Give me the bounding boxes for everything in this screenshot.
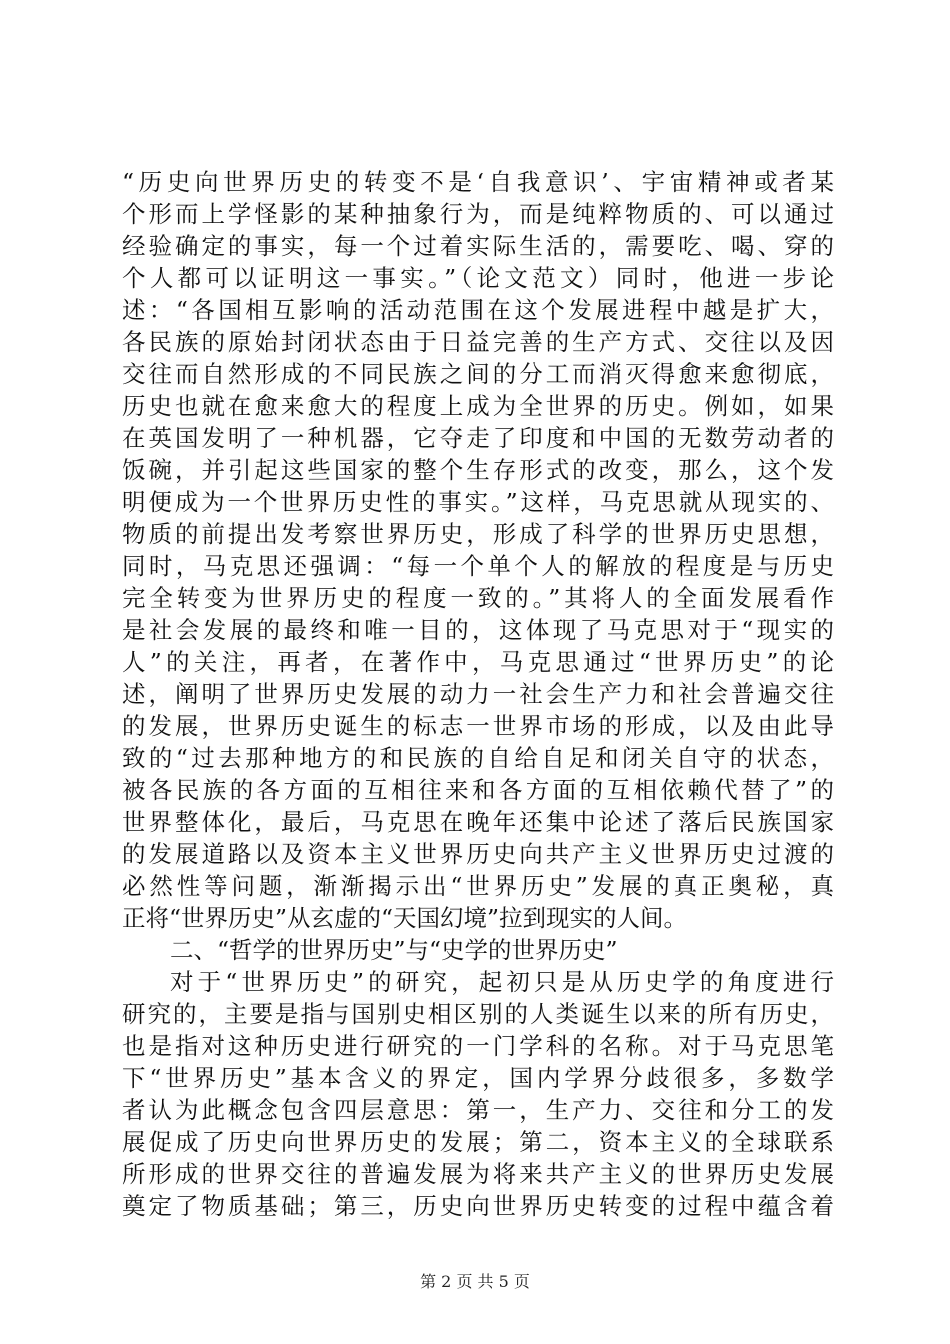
text-line: 各民族的原始封闭状态由于日益完善的生产方式、交往以及因 xyxy=(122,328,834,356)
section-heading: 二、“哲学的世界历史”与“史学的世界历史” xyxy=(170,936,618,964)
text-line: 展促成了历史向世界历史的发展；第二，资本主义的全球联系 xyxy=(122,1128,834,1156)
text-line: 述，阐明了世界历史发展的动力一社会生产力和社会普遍交往 xyxy=(122,680,834,708)
text-line: 所形成的世界交往的普遍发展为将来共产主义的世界历史发展 xyxy=(122,1160,834,1188)
text-line: 研究的，主要是指与国别史相区别的人类诞生以来的所有历史， xyxy=(122,1000,834,1028)
text-line: 述：“各国相互影响的活动范围在这个发展进程中越是扩大， xyxy=(122,296,834,324)
text-line: 正将“世界历史”从玄虚的“天国幻境”拉到现实的人间。 xyxy=(122,904,688,932)
text-line: 明便成为一个世界历史性的事实。”这样，马克思就从现实的、 xyxy=(122,488,834,516)
text-line: 必然性等问题，渐渐揭示出“世界历史”发展的真正奥秘，真 xyxy=(122,872,834,900)
text-line: 也是指对这种历史进行研究的一门学科的名称。对于马克思笔 xyxy=(122,1032,834,1060)
text-line: 被各民族的各方面的互相往来和各方面的互相依赖代替了”的 xyxy=(122,776,834,804)
text-line: 交往而自然形成的不同民族之间的分工而消灭得愈来愈彻底， xyxy=(122,360,834,388)
text-line: 经验确定的事实，每一个过着实际生活的，需要吃、喝、穿的 xyxy=(122,232,834,260)
text-line: 是社会发展的最终和唯一目的，这体现了马克思对于“现实的 xyxy=(122,616,834,644)
text-line: 物质的前提出发考察世界历史，形成了科学的世界历史思想， xyxy=(122,520,834,548)
text-line: 完全转变为世界历史的程度一致的。”其将人的全面发展看作 xyxy=(122,584,834,612)
text-line: 的发展道路以及资本主义世界历史向共产主义世界历史过渡的 xyxy=(122,840,834,868)
text-line: 致的“过去那种地方的和民族的自给自足和闭关自守的状态， xyxy=(122,744,834,772)
text-line: 人”的关注，再者，在著作中，马克思通过“世界历史”的论 xyxy=(122,648,834,676)
text-line: 的发展，世界历史诞生的标志一世界市场的形成，以及由此导 xyxy=(122,712,834,740)
text-line: 下“世界历史”基本含义的界定，国内学界分歧很多，多数学 xyxy=(122,1064,834,1092)
text-line: 饭碗，并引起这些国家的整个生存形式的改变，那么，这个发 xyxy=(122,456,834,484)
text-line: 个形而上学怪影的某种抽象行为，而是纯粹物质的、可以通过 xyxy=(122,200,834,228)
text-line: 者认为此概念包含四层意思：第一，生产力、交往和分工的发 xyxy=(122,1096,834,1124)
text-line: 对于“世界历史”的研究，起初只是从历史学的角度进行 xyxy=(170,968,834,996)
text-line: 历史也就在愈来愈大的程度上成为全世界的历史。例如，如果 xyxy=(122,392,834,420)
text-line: 奠定了物质基础；第三，历史向世界历史转变的过程中蕴含着 xyxy=(122,1192,834,1220)
text-line: 同时，马克思还强调：“每一个单个人的解放的程度是与历史 xyxy=(122,552,834,580)
text-line: 个人都可以证明这一事实。”（论文范文）同时，他进一步论 xyxy=(122,264,834,292)
text-line: “历史向世界历史的转变不是‘自我意识’、宇宙精神或者某 xyxy=(122,168,834,196)
page-number: 第 2 页 共 5 页 xyxy=(420,1272,530,1291)
text-line: 世界整体化，最后，马克思在晚年还集中论述了落后民族国家 xyxy=(122,808,834,836)
text-line: 在英国发明了一种机器，它夺走了印度和中国的无数劳动者的 xyxy=(122,424,834,452)
